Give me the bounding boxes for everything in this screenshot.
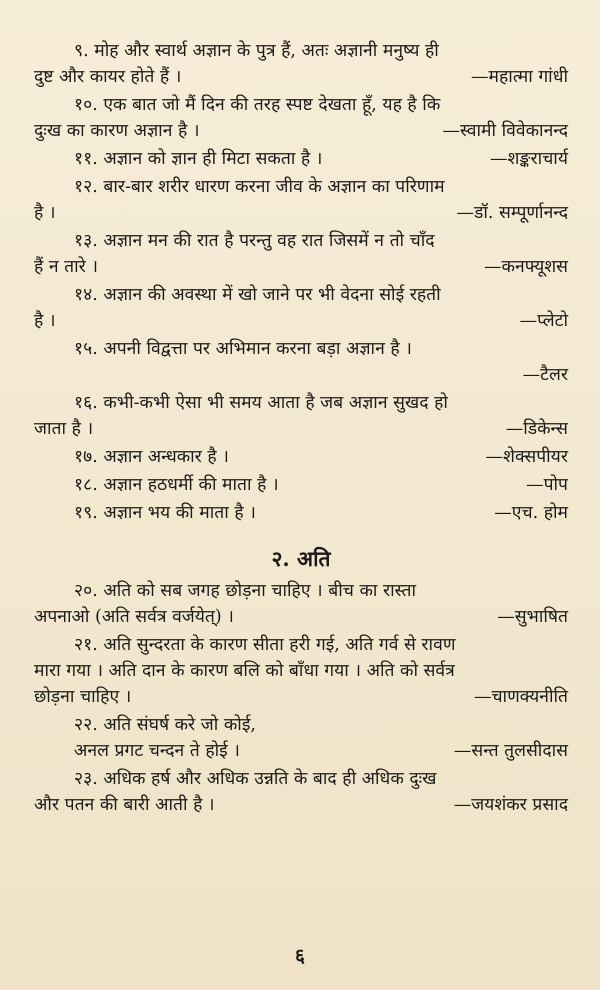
quote-text: छोड़ना चाहिए । (34, 687, 132, 707)
quote-text: २२. अति संघर्ष करे जो कोई, (74, 715, 256, 735)
quote-11 (34, 146, 568, 172)
quote-author: —टैलर (522, 365, 568, 385)
page-content (34, 38, 568, 820)
quote-text: १९. अज्ञान भय की माता है । (74, 503, 256, 523)
quote-22 (34, 712, 568, 764)
quote-text: १४. अज्ञान की अवस्था में खो जाने पर भी वेदना सोई रहती (74, 285, 441, 305)
quote-author: —चाणक्यनीति (473, 687, 568, 707)
quote-last-line (34, 444, 568, 470)
quote-last-line (34, 416, 568, 442)
quote-text: अनल प्रगट चन्दन ते होई । (74, 741, 240, 761)
quote-text: १६. कभी-कभी ऐसा भी समय आता है जब अज्ञान सुखद हो (74, 393, 448, 413)
quote-author: —सुभाषित (497, 607, 568, 627)
quote-10 (34, 92, 568, 144)
quote-text: जाता है । (34, 419, 94, 439)
quote-last-line (34, 472, 568, 498)
quote-20 (34, 578, 568, 630)
section-heading: २. अति (271, 546, 331, 571)
quote-23 (34, 766, 568, 818)
quote-text: २१. अति सुन्दरता के कारण सीता हरी गई, अति गर्व से रावण (74, 635, 456, 655)
quote-16 (34, 390, 568, 442)
quote-last-line (34, 118, 568, 144)
quote-author: —शेक्सपीयर (485, 447, 568, 467)
quote-text: १३. अज्ञान मन की रात है परन्तु वह रात जिसमें न तो चाँद (74, 231, 435, 251)
quote-text: हैं न तारे । (34, 257, 98, 277)
quote-author: —स्वामी विवेकानन्द (442, 121, 568, 141)
quote-last-line (34, 64, 568, 90)
quote-text: है । (34, 311, 56, 331)
quote-text: २०. अति को सब जगह छोड़ना चाहिए । बीच का रास्ता (74, 581, 416, 601)
quote-last-line (34, 254, 568, 280)
quote-author: —पोप (526, 475, 568, 495)
quote-last-line (34, 604, 568, 630)
quote-text: और पतन की बारी आती है । (34, 795, 215, 815)
quote-author: —प्लेटो (519, 311, 568, 331)
quote-19 (34, 500, 568, 526)
quote-author: —डिकेन्स (505, 419, 568, 439)
quote-last-line (34, 146, 568, 172)
quote-last-line (34, 738, 568, 764)
quote-text: १२. बार-बार शरीर धारण करना जीव के अज्ञान का परिणाम (74, 177, 445, 197)
quote-text: दुष्ट और कायर होते हैं । (34, 67, 182, 87)
quote-last-line (34, 684, 568, 710)
quote-text: ११. अज्ञान को ज्ञान ही मिटा सकता है । (74, 149, 323, 169)
quote-21 (34, 632, 568, 710)
quote-author: —शङ्कराचार्य (490, 149, 568, 169)
quote-last-line (34, 500, 568, 526)
quote-12 (34, 174, 568, 226)
quote-last-line (34, 308, 568, 334)
quote-text: ९. मोह और स्वार्थ अज्ञान के पुत्र हैं, अतः अज्ञानी मनुष्य ही (74, 41, 439, 61)
quote-17 (34, 444, 568, 470)
quote-14 (34, 282, 568, 334)
quote-text: मारा गया । अति दान के कारण बलि को बाँधा गया । अति को सर्वत्र (34, 661, 455, 681)
quote-author: —कनफ्यूशस (484, 257, 568, 277)
quote-15 (34, 336, 568, 388)
quote-text: १५. अपनी विद्वत्ता पर अभिमान करना बड़ा अज्ञान है । (74, 339, 412, 359)
quote-text: १८. अज्ञान हठधर्मी की माता है । (74, 475, 279, 495)
quote-9 (34, 38, 568, 90)
quote-18 (34, 472, 568, 498)
quote-author: —एच. होम (494, 503, 568, 523)
quote-text: है । (34, 203, 56, 223)
quote-last-line (34, 792, 568, 818)
quote-text: १७. अज्ञान अन्धकार है । (74, 447, 229, 467)
quote-author: —जयशंकर प्रसाद (453, 795, 568, 815)
quote-author: —महात्मा गांधी (471, 67, 568, 87)
quote-last-line (34, 200, 568, 226)
quote-text: अपनाओ (अति सर्वत्र वर्जयेत्) । (34, 607, 234, 627)
page-number: ६ (295, 945, 305, 967)
quote-text: १०. एक बात जो मैं दिन की तरह स्पष्ट देखता हूँ, यह है कि (74, 95, 441, 115)
quote-author: —सन्त तुलसीदास (453, 741, 568, 761)
quote-13 (34, 228, 568, 280)
quote-text: दुःख का कारण अज्ञान है । (34, 121, 200, 141)
quote-author: —डॉ. सम्पूर्णानन्द (456, 203, 568, 223)
quote-text: २३. अधिक हर्ष और अधिक उन्नति के बाद ही अधिक दुःख (74, 769, 437, 789)
